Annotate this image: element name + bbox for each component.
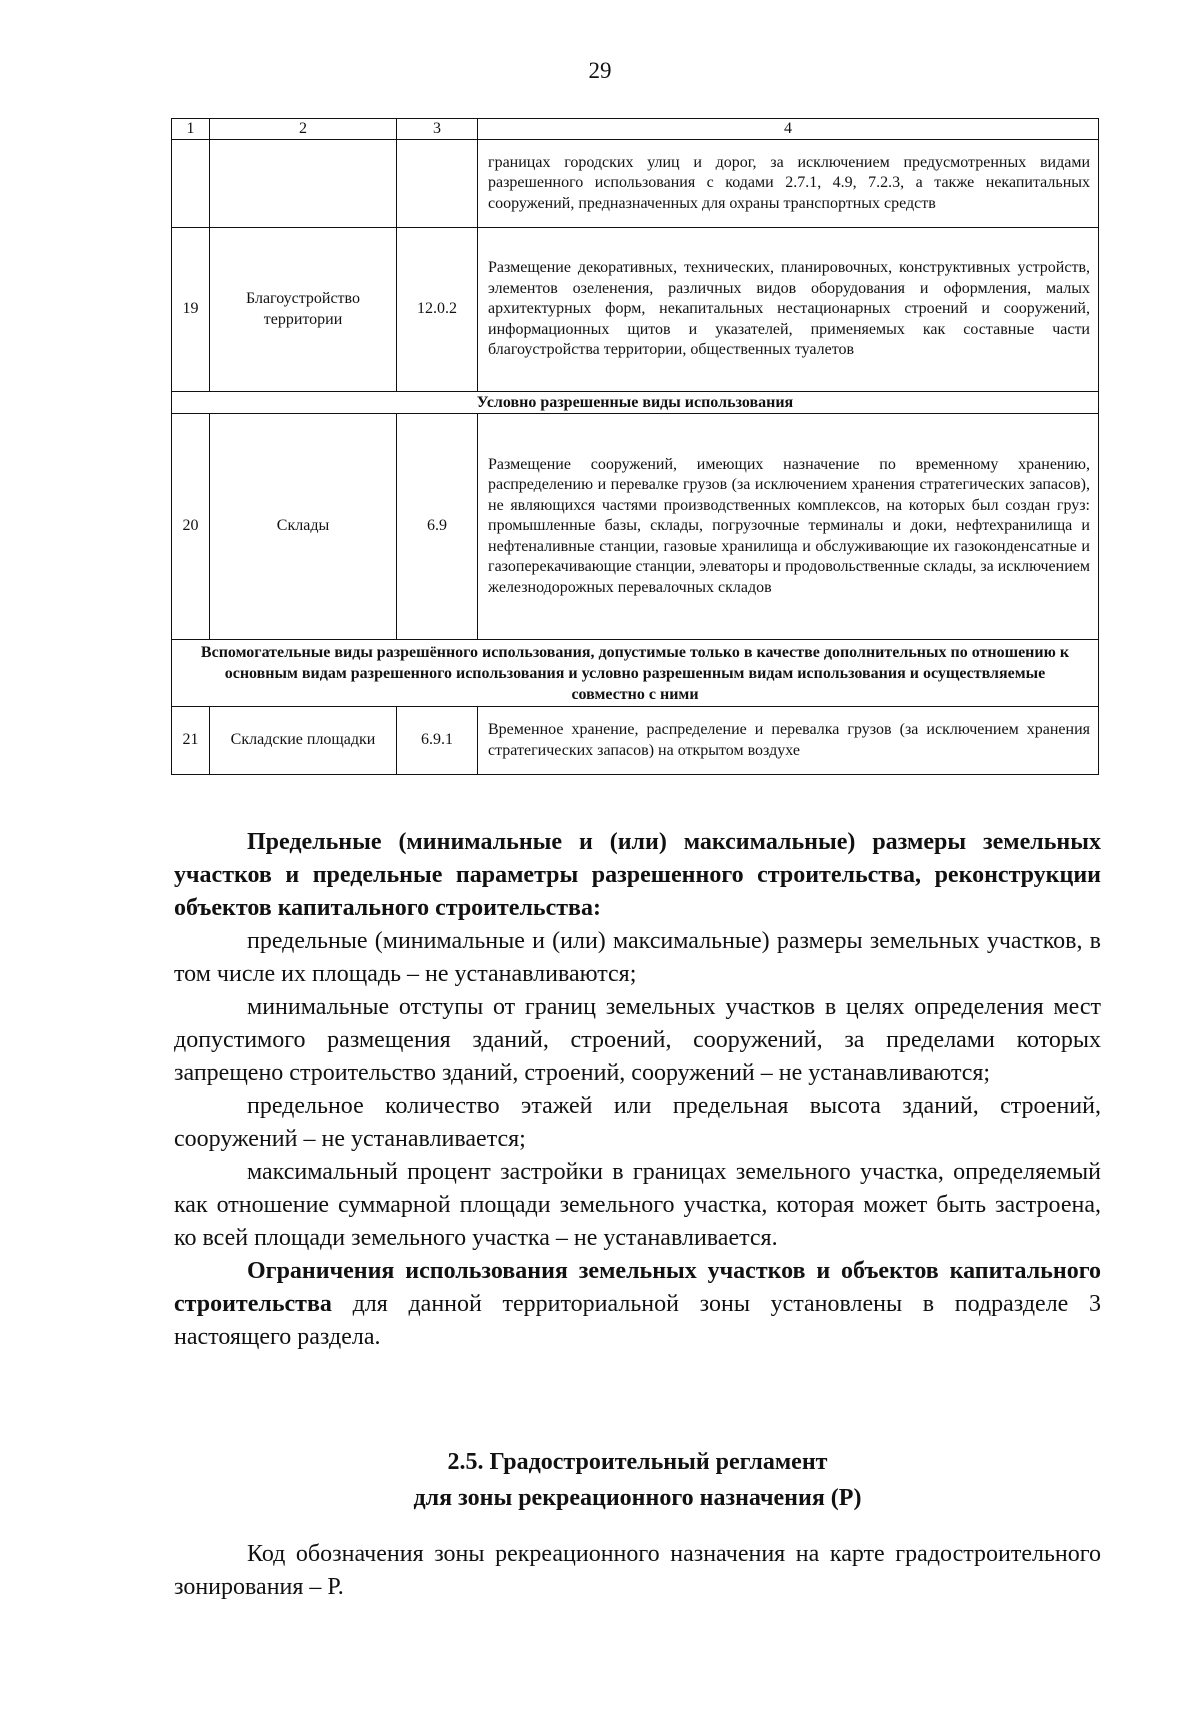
- restrictions-rest: для данной территориальной зоны установлены в подразделе 3 настоящего раздела.: [174, 1291, 1101, 1350]
- use-code: 12.0.2: [397, 228, 478, 392]
- zone-code-section: [174, 1538, 1101, 1604]
- body-text: [174, 826, 1101, 1354]
- header-col-2: 2: [210, 119, 397, 140]
- use-name: Складские площадки: [210, 707, 397, 775]
- row-number: 19: [172, 228, 210, 392]
- header-col-1: 1: [172, 119, 210, 140]
- page-number: 29: [588, 58, 612, 83]
- use-code: 6.9: [397, 414, 478, 640]
- land-use-table: [171, 118, 1099, 775]
- table-row-19: [172, 228, 1099, 392]
- use-description: Размещение декоративных, технических, планировочных, конструктивных устройств, элементов озеленения, различных видов оборудования и оформления, малых архитектурных форм, некапитальных нестационарных строений и сооружений, информационных щитов и указателей, применяемых как составные части благоустройства территории, общественных туалетов: [478, 228, 1099, 392]
- table-row-continuation: [172, 140, 1099, 228]
- limits-heading: [174, 826, 1101, 925]
- paragraph-plot-sizes: предельные (минимальные и (или) максимальные) размеры земельных участков, в том числе их площадь – не устанавливаются;: [174, 928, 1101, 987]
- use-name: Склады: [210, 414, 397, 640]
- use-description: Размещение сооружений, имеющих назначение по временному хранению, распределению и перевалке грузов (за исключением хранения стратегических запасов), не являющихся частями производственных комплексов, на которых был создан груз: промышленные базы, склады, погрузочные терминалы и доки, нефтехранилища и нефтеналивные станции, газовые хранилища и обслуживающие их газоконденсатные и газоперекачивающие станции, элеваторы и продовольственные склады, за исключением железнодорожных перевалочных складов: [478, 414, 1099, 640]
- paragraph-restrictions: [174, 1255, 1101, 1354]
- paragraph-setbacks: минимальные отступы от границ земельных участков в целях определения мест допустимого размещения зданий, строений, сооружений, за пределами которых запрещено строительство зданий, строений, сооружений – не устанавливаются;: [174, 994, 1101, 1086]
- section-conditional-title: Условно разрешенные виды использования: [172, 392, 1099, 414]
- section-row-conditional: [172, 392, 1099, 414]
- section-row-auxiliary: [172, 640, 1099, 707]
- table-header-row: [172, 119, 1099, 140]
- row-number: 20: [172, 414, 210, 640]
- paragraph-coverage: максимальный процент застройки в границах земельного участка, определяемый как отношение суммарной площади земельного участка, которая может быть застроена, ко всей площади земельного участка – не устанавливается.: [174, 1159, 1101, 1251]
- continuation-desc: границах городских улиц и дорог, за исключением предусмотренных видами разрешенного использования с кодами 2.7.1, 4.9, 7.2.3, а также некапитальных сооружений, предназначенных для охраны транспортных средств: [478, 140, 1099, 228]
- use-name: Благоустройство территории: [210, 228, 397, 392]
- section-heading-line-1: 2.5. Градостроительный регламент: [447, 1449, 828, 1475]
- limits-heading-text: Предельные (минимальные и (или) максимальные) размеры земельных участков и предельные параметры разрешенного строительства, реконструкции объектов капитального строительства:: [174, 829, 1101, 921]
- header-col-3: 3: [397, 119, 478, 140]
- restrictions-bold: Ограничения использования земельных участков и объектов капитального строительства: [174, 1258, 1101, 1317]
- section-heading: [0, 1444, 1200, 1516]
- table-row-20: [172, 414, 1099, 640]
- header-col-4: 4: [478, 119, 1099, 140]
- use-description: Временное хранение, распределение и перевалка грузов (за исключением хранения стратегических запасов) на открытом воздухе: [478, 707, 1099, 775]
- use-code: 6.9.1: [397, 707, 478, 775]
- row-number: 21: [172, 707, 210, 775]
- zone-code-paragraph: Код обозначения зоны рекреационного назначения на карте градостроительного зонирования – Р.: [174, 1541, 1101, 1600]
- section-auxiliary-title: Вспомогательные виды разрешённого использования, допустимые только в качестве дополнительных по отношению к основным видам разрешенного использования и условно разрешенным видам использования и осуществляемые совместно с ними: [172, 640, 1099, 707]
- table-row-21: [172, 707, 1099, 775]
- paragraph-floors: предельное количество этажей или предельная высота зданий, строений, сооружений – не устанавливается;: [174, 1093, 1101, 1152]
- section-heading-line-2: для зоны рекреационного назначения (Р): [413, 1485, 862, 1511]
